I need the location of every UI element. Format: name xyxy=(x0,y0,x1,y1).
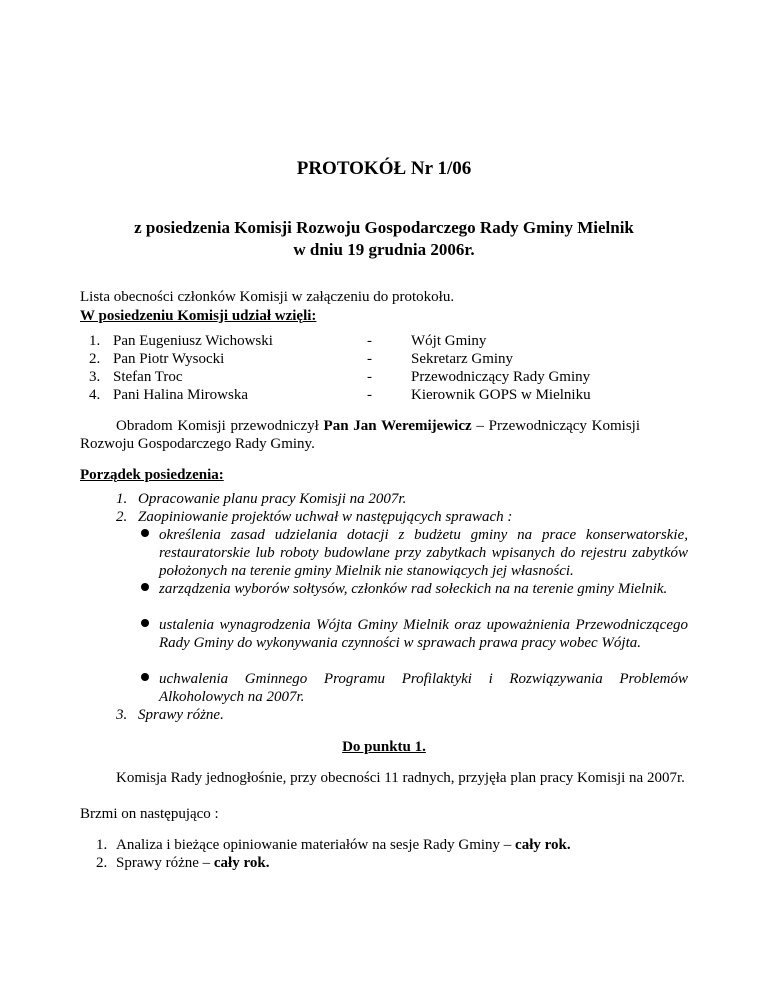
bullet-icon xyxy=(141,529,149,537)
participants-heading: W posiedzeniu Komisji udział wzięli: xyxy=(80,308,317,324)
participant-dash: - xyxy=(367,369,372,385)
agenda-item-2: Zaopiniowanie projektów uchwał w następujących sprawach : xyxy=(138,509,513,525)
plan-item-1 xyxy=(116,836,571,854)
plan-item-1-text: Analiza i bieżące opiniowanie materiałów na sesje Rady Gminy – xyxy=(116,837,516,853)
plan-item-2 xyxy=(116,854,269,872)
document-subtitle-line2: w dniu 19 grudnia 2006r. xyxy=(293,240,475,259)
point1-intro: Brzmi on następująco : xyxy=(80,806,219,822)
agenda-item-number: 3. xyxy=(116,707,128,723)
bullet-icon xyxy=(141,673,149,681)
attendance-note: Lista obecności członków Komisji w załączeniu do protokołu. xyxy=(80,289,455,305)
agenda-subitem-1: określenia zasad udzielania dotacji z budżetu gminy na prace konserwatorskie, restauratorskie lub roboty budowlane przy zabytkach wpisanych do rejestru zabytków położonych na terenie gminy Mielnik nie stanowiących jej własności. xyxy=(159,527,688,579)
document-title: PROTOKÓŁ Nr 1/06 xyxy=(296,158,472,179)
chair-paragraph-line1 xyxy=(116,417,688,435)
participant-number: 4. xyxy=(89,387,101,403)
participant-role: Sekretarz Gminy xyxy=(411,351,514,367)
chair-name: Pan Jan Weremijewicz xyxy=(323,418,472,434)
point1-heading: Do punktu 1. xyxy=(342,739,426,755)
participant-number: 1. xyxy=(89,333,101,349)
participant-name: Pan Piotr Wysocki xyxy=(113,351,225,367)
chair-paragraph-line2: Rozwoju Gospodarczego Rady Gminy. xyxy=(80,436,315,452)
chair-text-post: – Przewodniczący Komisji xyxy=(471,418,641,434)
bullet-icon xyxy=(141,583,149,591)
document-subtitle-line1: z posiedzenia Komisji Rozwoju Gospodarczego Rady Gminy Mielnik xyxy=(134,218,634,237)
agenda-subitem-4: uchwalenia Gminnego Programu Profilaktyki i Rozwiązywania Problemów Alkoholowych na 2007r. xyxy=(159,671,688,705)
participant-number: 2. xyxy=(89,351,101,367)
participant-dash: - xyxy=(367,351,372,367)
participant-name: Stefan Troc xyxy=(113,369,183,385)
participant-role: Wójt Gminy xyxy=(411,333,487,349)
agenda-item-number: 2. xyxy=(116,509,128,525)
agenda-heading: Porządek posiedzenia: xyxy=(80,467,224,483)
participant-role: Przewodniczący Rady Gminy xyxy=(411,369,591,385)
participant-number: 3. xyxy=(89,369,101,385)
plan-item-2-text: Sprawy różne – xyxy=(116,855,214,871)
plan-item-number: 1. xyxy=(96,837,108,853)
agenda-subitem-2: zarządzenia wyborów sołtysów, członków rad sołeckich na na terenie gminy Mielnik. xyxy=(159,581,668,597)
plan-item-number: 2. xyxy=(96,855,108,871)
participant-dash: - xyxy=(367,333,372,349)
plan-item-1-bold: cały rok. xyxy=(515,837,571,853)
participant-name: Pan Eugeniusz Wichowski xyxy=(113,333,273,349)
participant-name: Pani Halina Mirowska xyxy=(113,387,248,403)
plan-item-2-bold: cały rok. xyxy=(213,855,270,871)
participant-role: Kierownik GOPS w Mielniku xyxy=(411,387,591,403)
agenda-item-1: Opracowanie planu pracy Komisji na 2007r. xyxy=(138,491,407,507)
agenda-item-number: 1. xyxy=(116,491,128,507)
participant-dash: - xyxy=(367,387,372,403)
agenda-item-3: Sprawy różne. xyxy=(138,707,224,723)
chair-text-pre: Obradom Komisji przewodniczył xyxy=(116,418,324,434)
point1-paragraph: Komisja Rady jednogłośnie, przy obecności 11 radnych, przyjęła plan pracy Komisji na 2007r. xyxy=(116,770,685,786)
bullet-icon xyxy=(141,619,149,627)
agenda-subitem-3: ustalenia wynagrodzenia Wójta Gminy Mielnik oraz upoważnienia Przewodniczącego Rady Gminy do wykonywania czynności w sprawach prawa pracy wobec Wójta. xyxy=(159,617,688,651)
